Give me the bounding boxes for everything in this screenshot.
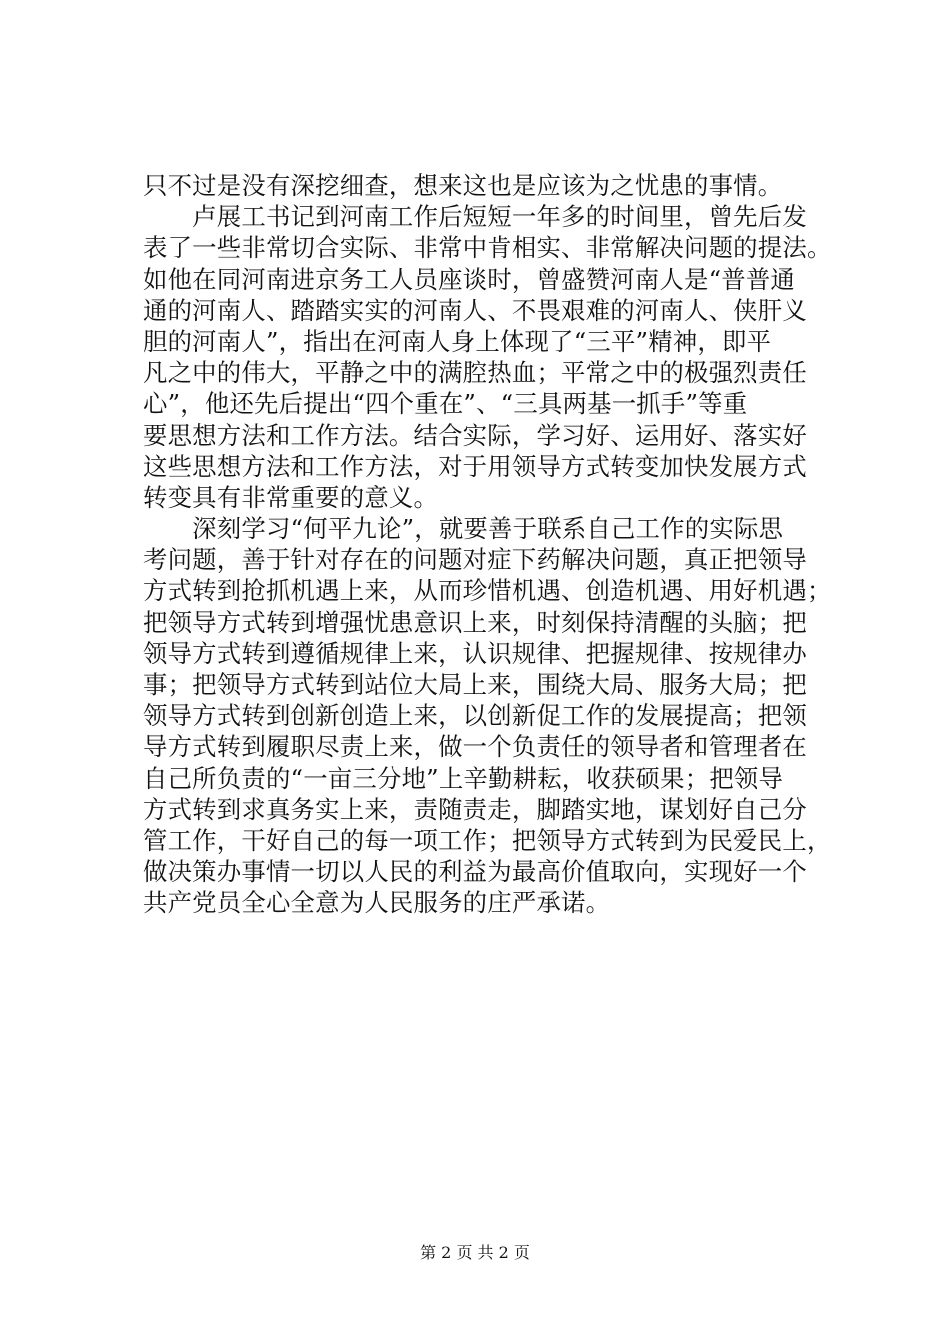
text-line: 导方式转到履职尽责上来，做一个负责任的领导者和管理者在 bbox=[143, 732, 807, 762]
text-line: 方式转到抢抓机遇上来，从而珍惜机遇、创造机遇、用好机遇； bbox=[143, 576, 832, 606]
text-line: 把领导方式转到增强忧患意识上来，时刻保持清醒的头脑；把 bbox=[143, 607, 807, 637]
text-line: 自己所负责的“一亩三分地”上辛勤耕耘，收获硕果；把领导 bbox=[143, 763, 784, 793]
text-line: 共产党员全心全意为人民服务的庄严承诺。 bbox=[143, 888, 611, 918]
text-line: 做决策办事情一切以人民的利益为最高价值取向，实现好一个 bbox=[143, 857, 807, 887]
text-line: 表了一些非常切合实际、非常中肯相实、非常解决问题的提法。 bbox=[143, 233, 832, 263]
text-line: 要思想方法和工作方法。结合实际，学习好、运用好、落实好 bbox=[143, 420, 807, 450]
text-line: 考问题，善于针对存在的问题对症下药解决问题，真正把领导 bbox=[143, 545, 807, 575]
text-line: 凡之中的伟大，平静之中的满腔热血；平常之中的极强烈责任 bbox=[143, 358, 807, 388]
text-line: 胆的河南人”，指出在河南人身上体现了“三平”精神，即平 bbox=[143, 326, 772, 356]
text-line: 通的河南人、踏踏实实的河南人、不畏艰难的河南人、侠肝义 bbox=[143, 295, 807, 325]
text-line: 深刻学习“何平九论”，就要善于联系自己工作的实际思 bbox=[143, 514, 784, 544]
text-line: 领导方式转到创新创造上来，以创新促工作的发展提高；把领 bbox=[143, 701, 807, 731]
text-line: 事；把领导方式转到站位大局上来，围绕大局、服务大局；把 bbox=[143, 670, 807, 699]
text-line: 转变具有非常重要的意义。 bbox=[143, 482, 439, 512]
text-line: 方式转到求真务实上来，责随责走，脚踏实地，谋划好自己分 bbox=[143, 794, 807, 824]
text-line: 这些思想方法和工作方法，对于用领导方式转变加快发展方式 bbox=[143, 451, 807, 481]
document-body bbox=[143, 170, 832, 919]
text-line: 卢展工书记到河南工作后短短一年多的时间里，曾先后发 bbox=[143, 202, 807, 232]
text-line: 只不过是没有深挖细查，想来这也是应该为之忧患的事情。 bbox=[143, 171, 783, 200]
text-line: 心”，他还先后提出“四个重在”、“三具两基一抓手”等重 bbox=[143, 389, 748, 419]
text-line: 如他在同河南进京务工人员座谈时，曾盛赞河南人是“普普通 bbox=[143, 264, 796, 294]
page-number-footer: 第 2 页 共 2 页 bbox=[420, 1243, 530, 1262]
text-line: 领导方式转到遵循规律上来，认识规律、把握规律、按规律办 bbox=[143, 638, 807, 668]
text-line: 管工作，干好自己的每一项工作；把领导方式转到为民爱民上， bbox=[143, 825, 832, 855]
